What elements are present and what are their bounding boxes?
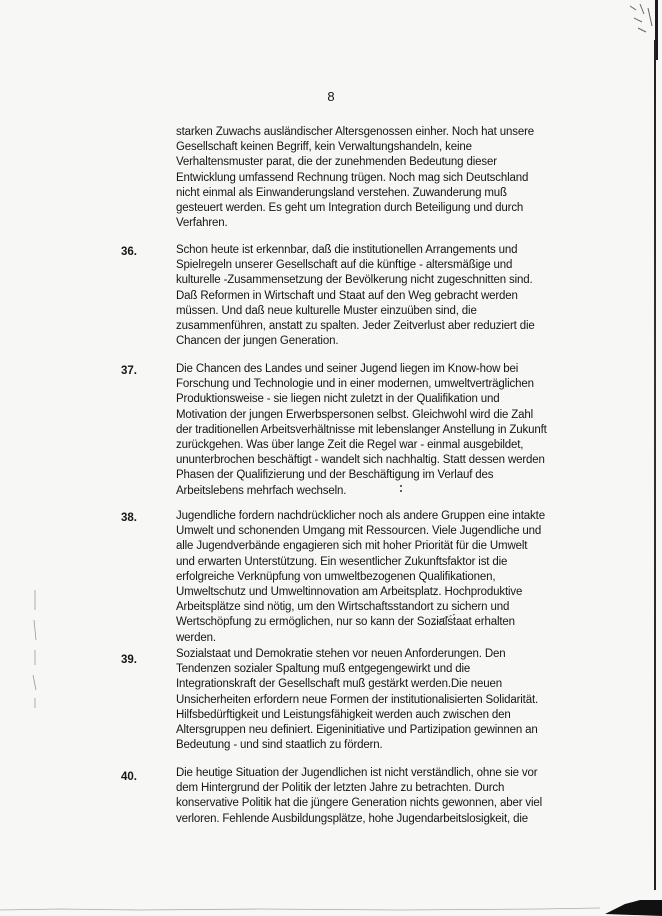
scan-bottom-edge xyxy=(0,896,662,916)
text-line: Schon heute ist erkennbar, daß die institutionellen Arrangements und xyxy=(176,244,518,256)
text-line: Jugendliche fordern nachdrücklicher noch als andere Gruppen eine intakte xyxy=(176,510,545,522)
intro-paragraph xyxy=(176,125,616,231)
page-number: 8 xyxy=(327,89,335,104)
text-line: Chancen der jungen Generation. xyxy=(176,335,339,348)
section-paragraph xyxy=(176,509,616,646)
text-line: kulturelle -Zusammensetzung der Bevölkerung nicht zugeschnitten sind. xyxy=(176,274,533,287)
text-line: Tendenzen sozialer Spaltung muß entgegengewirkt und die xyxy=(176,663,471,676)
text-line: Sozialstaat und Demokratie stehen vor neuen Anforderungen. Den xyxy=(176,648,506,660)
text-line: Gesellschaft keinen Begriff, kein Verwaltungshandeln, keine xyxy=(176,141,472,154)
text-line: erfolgreiche Verknüpfung von umweltbezogenen Qualifikationen, xyxy=(176,570,496,583)
text-line: und erwarten Unterstützung. Ein wesentlicher Zukunftsfaktor ist die xyxy=(176,555,508,568)
text-line: dem Hintergrund der Politik der letzten Jahre zu betrachten. Durch xyxy=(176,782,505,795)
text-line: Die Chancen des Landes und seiner Jugend liegen im Know-how bei xyxy=(176,363,519,375)
text-line: Wertschöpfung zu ermöglichen, nur so kann der Sozialstaat erhalten xyxy=(176,616,515,629)
text-line: Motivation der jungen Erwerbspersonen selbst. Gleichwohl wird die Zahl xyxy=(176,408,534,421)
section-paragraph xyxy=(176,766,616,827)
text-line: Umwelt und schonenden Umgang mit Ressourcen. Viele Jugendliche und xyxy=(176,525,542,538)
text-line: Altersgruppen neu definiert. Eigeninitiative und Partizipation gewinnen an xyxy=(176,724,538,737)
section-number: 39. xyxy=(121,654,137,666)
scan-edge xyxy=(654,40,656,890)
section-number: 40. xyxy=(121,771,137,783)
section-paragraph xyxy=(176,647,616,753)
text-line: verloren. Fehlende Ausbildungsplätze, hohe Jugendarbeitslosigkeit, die xyxy=(176,812,528,825)
section-number: 38. xyxy=(121,512,137,524)
text-line: konservative Politik hat die jüngere Generation nichts gewonnen, aber viel xyxy=(176,797,543,810)
section-number: 36. xyxy=(121,246,137,258)
text-line: Produktionsweise - sie liegen nicht zuletzt in der Qualifikation und xyxy=(176,393,500,406)
text-line: Hilfsbedürftigkeit und Leistungsfähigkeit werden auch zwischen den xyxy=(176,708,511,721)
text-line: Entwicklung umfassend Rechnung trügen. Noch mag sich Deutschland xyxy=(176,171,529,184)
text-line: werden. xyxy=(176,631,216,644)
text-line: nicht einmal als Einwanderungsland verstehen. Zuwanderung muß xyxy=(176,186,507,199)
text-line: der traditionellen Arbeitsverhältnisse mit lebenslanger Anstellung in Zukunft xyxy=(176,423,547,436)
text-line: Spielregeln unserer Gesellschaft auf die künftige - altersmäßige und xyxy=(176,259,513,272)
text-line: Arbeitsplätze sind nötig, um den Wirtschaftsstandort zu sichern und xyxy=(176,601,510,614)
text-line: Daß Reformen in Wirtschaft und Staat auf den Weg gebracht werden xyxy=(176,289,518,302)
text-line: Unsicherheiten erfordern neue Formen der institutionalisierten Solidarität. xyxy=(176,693,539,706)
section-paragraph xyxy=(176,243,616,349)
text-line: Bedeutung - und sind staatlich zu fördern. xyxy=(176,739,383,752)
scan-corner-mark xyxy=(622,0,662,60)
text-line: Verhaltensmuster parat, die der zunehmenden Bedeutung dieser xyxy=(176,156,497,169)
text-line: Integrationskraft der Gesellschaft muß gestärkt werden.Die neuen xyxy=(176,678,502,691)
text-line: Die heutige Situation der Jugendlichen ist nicht verständlich, ohne sie vor xyxy=(176,767,538,779)
text-line: Arbeitslebens mehrfach wechseln. xyxy=(176,484,347,497)
text-line: Verfahren. xyxy=(176,217,228,230)
text-line: Phasen der Qualifizierung und der Beschäftigung im Verlauf des xyxy=(176,469,494,482)
text-line: alle Jugendverbände engagieren sich mit hoher Priorität für die Umwelt xyxy=(176,540,528,553)
text-line: starken Zuwachs ausländischer Altersgenossen einher. Noch hat unsere xyxy=(176,126,535,138)
text-line: zusammenführen, anstatt zu spalten. Jeder Zeitverlust aber reduziert die xyxy=(176,320,535,333)
text-line: zurückgehen. Was über lange Zeit die Regel war - einmal ausgebildet, xyxy=(176,439,524,452)
text-line: gesteuert werden. Es geht um Integration durch Beteiligung und durch xyxy=(176,202,524,215)
scan-margin-marks xyxy=(30,590,40,710)
text-line: ununterbrochen beschäftigt - wandelt sich nachhaltig. Statt dessen werden xyxy=(176,454,545,467)
section-number: 37. xyxy=(121,365,137,377)
text-line: Umweltschutz und Umweltinnovation am Arbeitsplatz. Hochproduktive xyxy=(176,586,523,599)
text-line: Forschung und Technologie und in einer modernen, umweltverträglichen xyxy=(176,378,534,391)
section-paragraph xyxy=(176,362,616,499)
text-line: müssen. Und daß neue kulturelle Muster einzuüben sind, die xyxy=(176,304,477,317)
